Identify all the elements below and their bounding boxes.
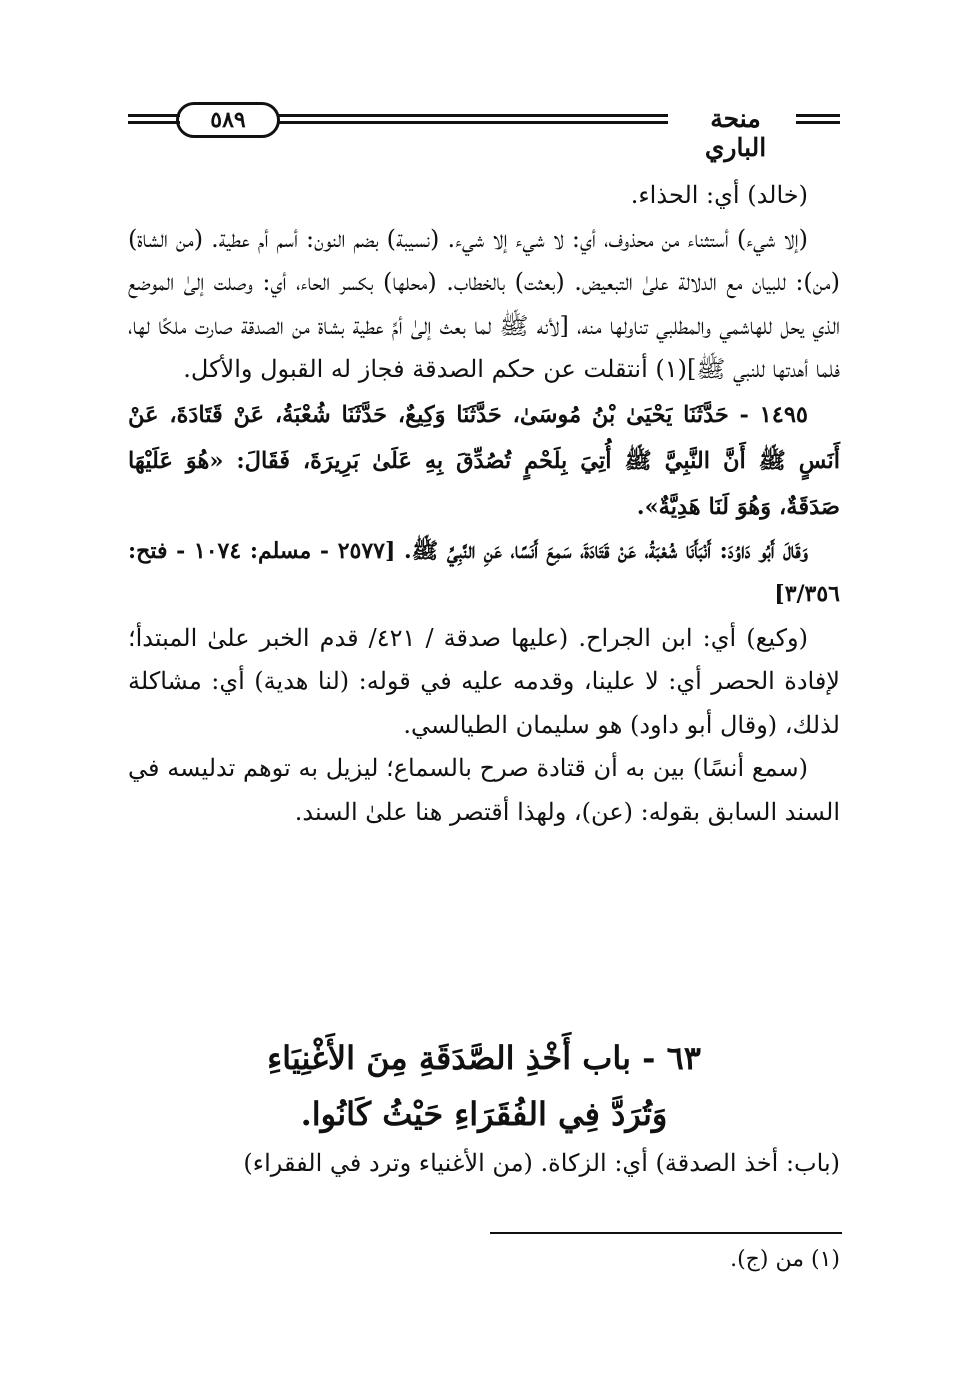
chapter-heading-line: ٦٣ - باب أَخْذِ الصَّدَقَةِ مِنَ الأَغْنِيَاءِ [267,1039,701,1077]
footnote: (١) من (ج). [730,1247,840,1272]
chapter-commentary: (باب: أخذ الصدقة) أي: الزكاة. (من الأغنياء وترد في الفقراء) [243,1149,840,1177]
header-rule-left [128,114,180,128]
footnote-divider [490,1232,842,1234]
header-rule-middle [278,114,668,128]
commentary-paragraph: (وكيع) أي: ابن الجراح. (عليها صدقة / ٤٢١/ قدم الخبر علىٰ المبتدأ؛ لإفادة الحصر أي: لا علينا، وقدمه عليه في قوله: (لنا هدية) أي: مشاكلة لذلك، (وقال أبو داود) هو سليمان الطيالسي. [128,623,840,739]
commentary-paragraph: (سمع أنسًا) بين به أن قتادة صرح بالسماع؛ ليزيل به توهم تدليسه في السند السابق بقوله: (عن)، ولهذا أقتصر هنا علىٰ السند. [128,754,840,826]
main-text [128,174,840,834]
chapter-heading [128,1030,840,1142]
page-number-badge [176,102,280,138]
running-header [128,100,840,162]
paragraph: (خالد) أي: الحذاء. [630,181,808,209]
hadith-text: ١٤٩٥ - حَدَّثَنَا يَحْيَىٰ بْنُ مُوسَىٰ، حَدَّثَنَا وَكِيعٌ، حَدَّثَنَا شُعْبَةُ، عَنْ قَتَادَةَ، عَنْ أَنَسٍ ﷺ أَنَّ النَّبِيَّ ﷺ أُتِيَ بِلَحْمٍ تُصُدِّقَ بِهِ عَلَىٰ بَرِيرَةَ، فَقَالَ: «هُوَ عَلَيْهَا صَدَقَةٌ، وَهُوَ لَنَا هَدِيَّةٌ». [128,401,840,520]
chapter-heading-line: وَتُرَدَّ فِي الفُقَرَاءِ حَيْثُ كَانُوا. [300,1095,668,1133]
book-title: منحة الباري [704,104,767,162]
page-number: ٥٨٩ [210,107,246,133]
hadith-note: وَقَالَ أَبُو دَاوُدَ: أَنْبَأَنَا شُعْبَةُ، عَنْ قَتَادَةَ، سَمِعَ أَنَسًا، عَنِ النَّبِيِّ ﷺ. [٢٥٧٧ - مسلم: ١٠٧٤ - فتح: ٣/٣٥٦] [128,537,840,607]
header-rule-right [796,114,840,128]
paragraph: (إلا شيء) أستثناء من محذوف، أي: لا شيء إلا شيء. (نسيبة) بضم النون: أسم أم عطية. (من الشاة) (من): للبيان مع الدلالة علىٰ التبعيض. (بعثت) بالخطاب. (محلها) بكسر الحاء، أي: وصلت إلىٰ الموضع الذي يحل للهاشمي والمطلبي تناولها منه، [لأنه ﷺ لما بعث إلىٰ أمِّ عطية بشاة من الصدقة صارت ملكًا لها، فلما أهدتها للنبي ﷺ](١) أنتقلت عن حكم الصدقة فجاز له القبول والأكل. [128,224,840,383]
